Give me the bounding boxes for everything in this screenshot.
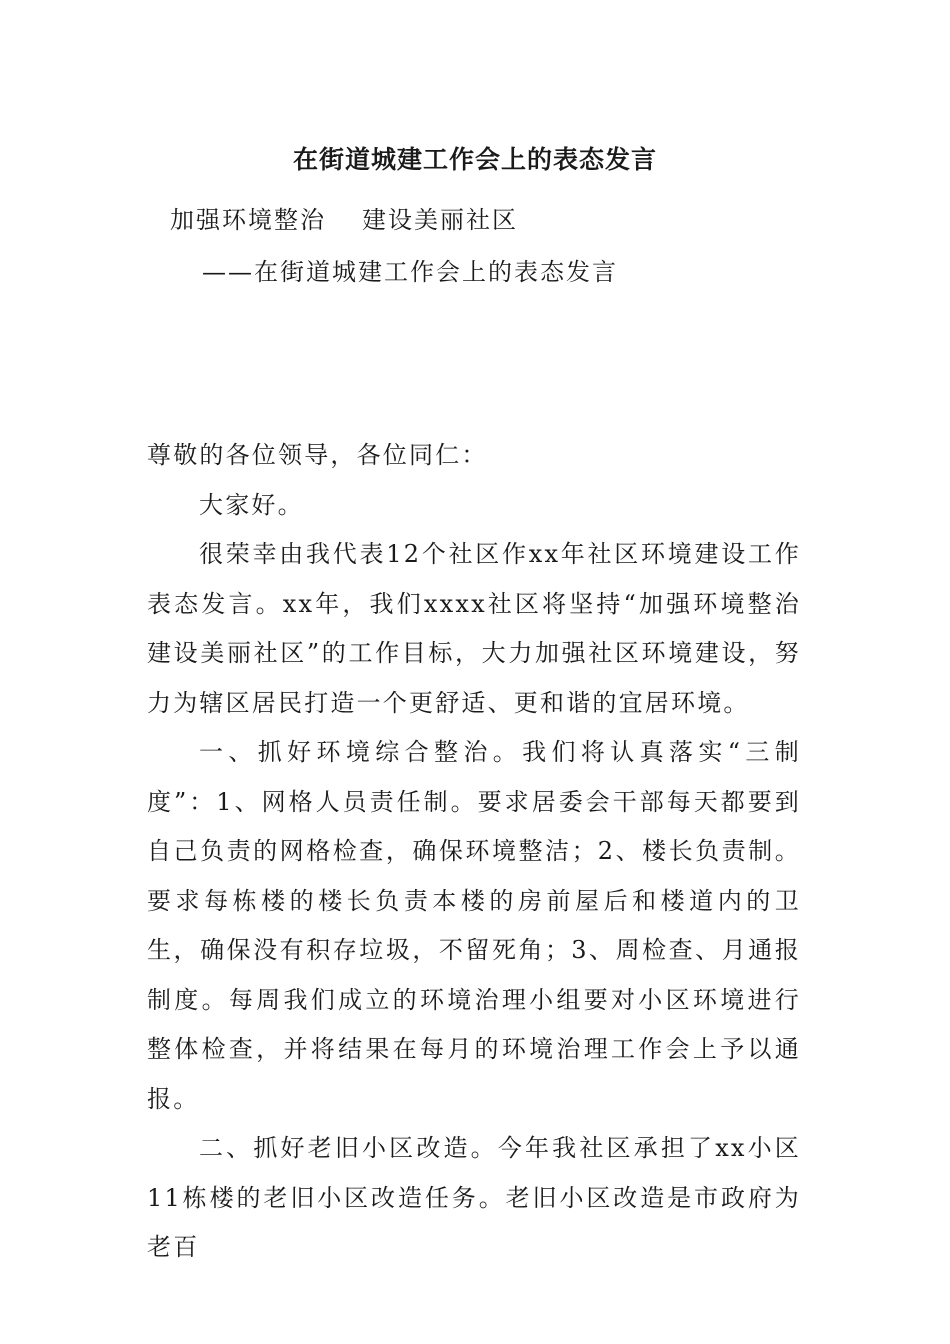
subtitle-part2: 建设美丽社区 [362,206,518,234]
subtitle-part1: 加强环境整治 [170,206,326,234]
document-body [147,431,828,1273]
paragraph-section-2: 二、抓好老旧小区改造。今年我社区承担了xx小区11栋楼的老旧小区改造任务。老旧小区改造是市政府为老百 [147,1134,801,1261]
document-subtitle [170,200,518,240]
document-title: 在街道城建工作会上的表态发言 [292,145,657,174]
salutation: 尊敬的各位领导，各位同仁： [147,441,488,469]
paragraph-intro: 很荣幸由我代表12个社区作xx年社区环境建设工作表态发言。xx年，我们xxxx社区将坚持“加强环境整治 建设美丽社区”的工作目标，大力加强社区环境建设，努力为辖区居民打造一个更舒适、更和谐的宜居环境。 [147,540,828,717]
paragraph-greeting: 大家好。 [199,490,304,519]
paragraph-section-1: 一、抓好环境综合整治。我们将认真落实“三制度”：1、网格人员责任制。要求居委会干部每天都要到自己负责的网格检查，确保环境整洁；2、楼长负责制。要求每栋楼的楼长负责本楼的房前屋后和楼道内的卫生，确保没有积存垃圾，不留死角；3、周检查、月通报制度。每周我们成立的环境治理小组要对小区环境进行整体检查，并将结果在每月的环境治理工作会上予以通报。 [147,738,801,1113]
document-subline: ——在街道城建工作会上的表态发言 [202,258,618,286]
